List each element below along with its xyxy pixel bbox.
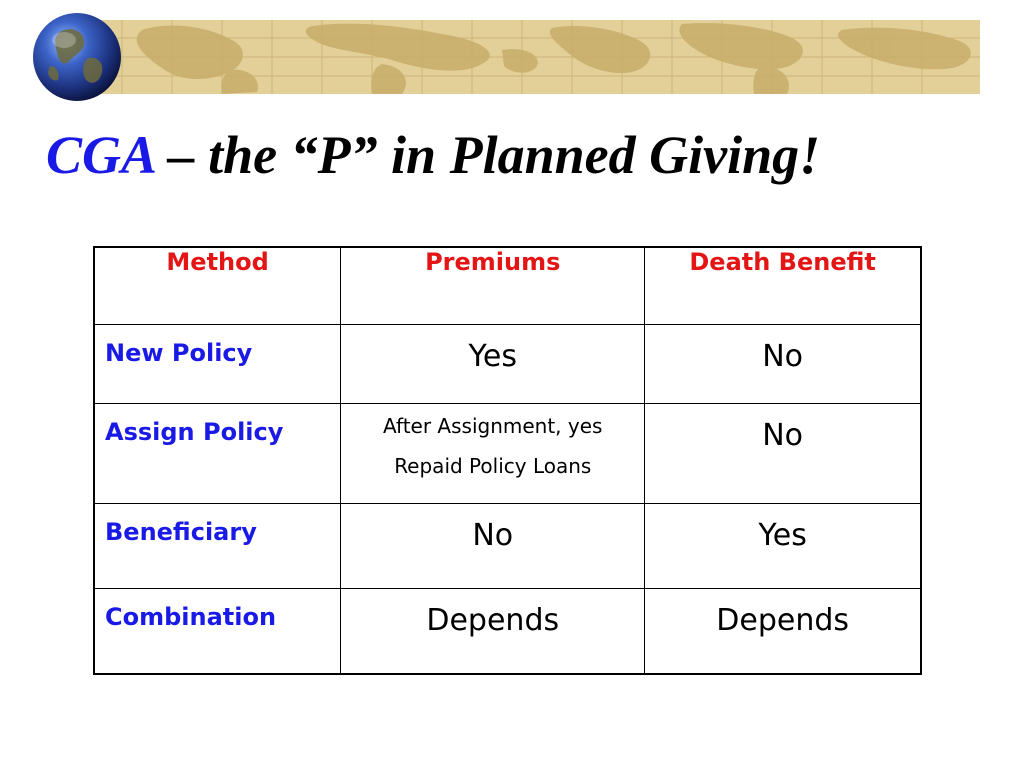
header-method: Method (94, 247, 341, 325)
row-death-benefit-value: Yes (645, 504, 921, 589)
row-premiums-value (341, 404, 645, 504)
title-accent: CGA (46, 125, 155, 185)
row-method-label: Beneficiary (94, 504, 341, 589)
premiums-line-1: After Assignment, yes (383, 414, 603, 438)
header-premiums: Premiums (341, 247, 645, 325)
row-premiums-value: Yes (341, 325, 645, 404)
table-row (94, 404, 921, 504)
row-premiums-value: No (341, 504, 645, 589)
header-death-benefit: Death Benefit (645, 247, 921, 325)
comparison-table (93, 246, 922, 675)
premiums-line-2: Repaid Policy Loans (394, 454, 592, 478)
row-premiums-value: Depends (341, 589, 645, 675)
map-grid (82, 20, 980, 94)
world-map-banner (82, 20, 980, 94)
table-header-row (94, 247, 921, 325)
row-death-benefit-value: No (645, 325, 921, 404)
table-row (94, 325, 921, 404)
globe-icon (30, 10, 124, 104)
row-method-label: Assign Policy (94, 404, 341, 504)
title-rest: – the “P” in Planned Giving! (154, 125, 821, 185)
row-death-benefit-value: No (645, 404, 921, 504)
row-method-label: Combination (94, 589, 341, 675)
table-row (94, 504, 921, 589)
table-row (94, 589, 921, 675)
slide-title (46, 124, 820, 186)
row-death-benefit-value: Depends (645, 589, 921, 675)
row-method-label: New Policy (94, 325, 341, 404)
